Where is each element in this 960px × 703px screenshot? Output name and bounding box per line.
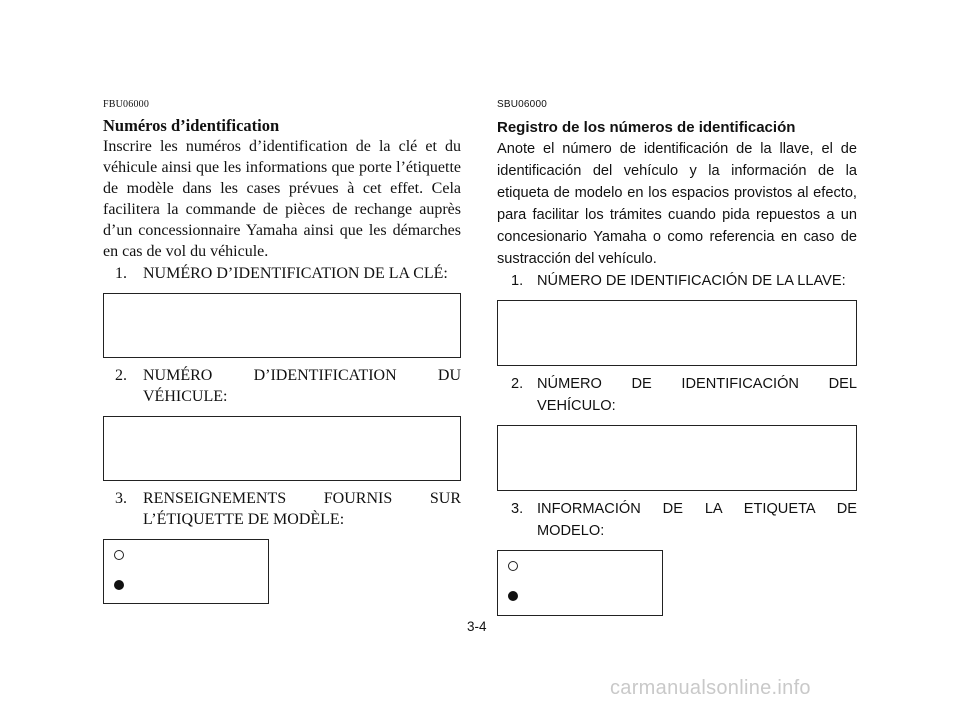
item-number: 2.	[115, 366, 127, 384]
spanish-column	[497, 98, 857, 616]
section-paragraph: Anote el número de identificación de la llave, el de identificación del vehículo y la información de la etiqueta de modelo en los espacios provistos al efecto, para facilitar los trámites cuando pida repuestos a un concesionario Yamaha o como referencia en caso de sustracción del vehículo.	[497, 141, 857, 267]
model-label-box[interactable]	[103, 539, 269, 604]
item-label: NÚMERO DE IDENTIFICACIÓN DE LA LLAVE:	[537, 273, 846, 289]
list-item-key-number	[103, 263, 461, 285]
item-number: 2.	[511, 376, 524, 392]
key-number-box[interactable]	[103, 293, 461, 358]
french-column	[103, 98, 461, 604]
item-label: RENSEIGNEMENTS FOURNIS SUR L’ÉTIQUETTE DE MODÈLE:	[143, 489, 461, 528]
key-number-box[interactable]	[497, 300, 857, 366]
list-item-vehicle-number	[103, 365, 461, 408]
item-label: NUMÉRO D’IDENTIFICATION DU VÉHICULE:	[143, 366, 461, 405]
item-number: 1.	[115, 265, 127, 282]
page-number: 3-4	[467, 619, 487, 634]
item-number: 3.	[511, 501, 524, 517]
section-code: FBU06000	[103, 99, 150, 110]
item-label: NUMÉRO D’IDENTIFICATION DE LA CLÉ:	[143, 265, 448, 282]
vehicle-number-box[interactable]	[103, 416, 461, 481]
section-heading: Numéros d’identification	[103, 116, 280, 135]
section-code: SBU06000	[497, 99, 547, 110]
filled-circle-icon	[114, 580, 124, 590]
watermark: carmanualsonline.info	[610, 677, 811, 699]
open-circle-icon	[508, 561, 518, 571]
list-item-vehicle-number	[497, 373, 857, 417]
item-label: NÚMERO DE IDENTIFICACIÓN DEL VEHÍCULO:	[537, 376, 857, 414]
model-label-box[interactable]	[497, 550, 663, 616]
vehicle-number-box[interactable]	[497, 425, 857, 491]
list-item-key-number	[497, 270, 857, 292]
item-label: INFORMACIÓN DE LA ETIQUETA DE MODELO:	[537, 501, 857, 539]
item-number: 3.	[115, 489, 127, 507]
section-heading: Registro de los números de identificación	[497, 119, 796, 136]
list-item-model-label	[497, 498, 857, 542]
list-item-model-label	[103, 488, 461, 531]
filled-circle-icon	[508, 591, 518, 601]
item-number: 1.	[511, 273, 524, 289]
section-paragraph: Inscrire les numéros d’identification de la clé et du véhicule ainsi que les informations que porte l’étiquette de modèle dans les cases prévues à cet effet. Cela facilitera la commande de pièces de rechange auprès d’un concessionnaire Yamaha ainsi que les démarches en cas de vol du véhicule.	[103, 138, 461, 260]
open-circle-icon	[114, 550, 124, 560]
